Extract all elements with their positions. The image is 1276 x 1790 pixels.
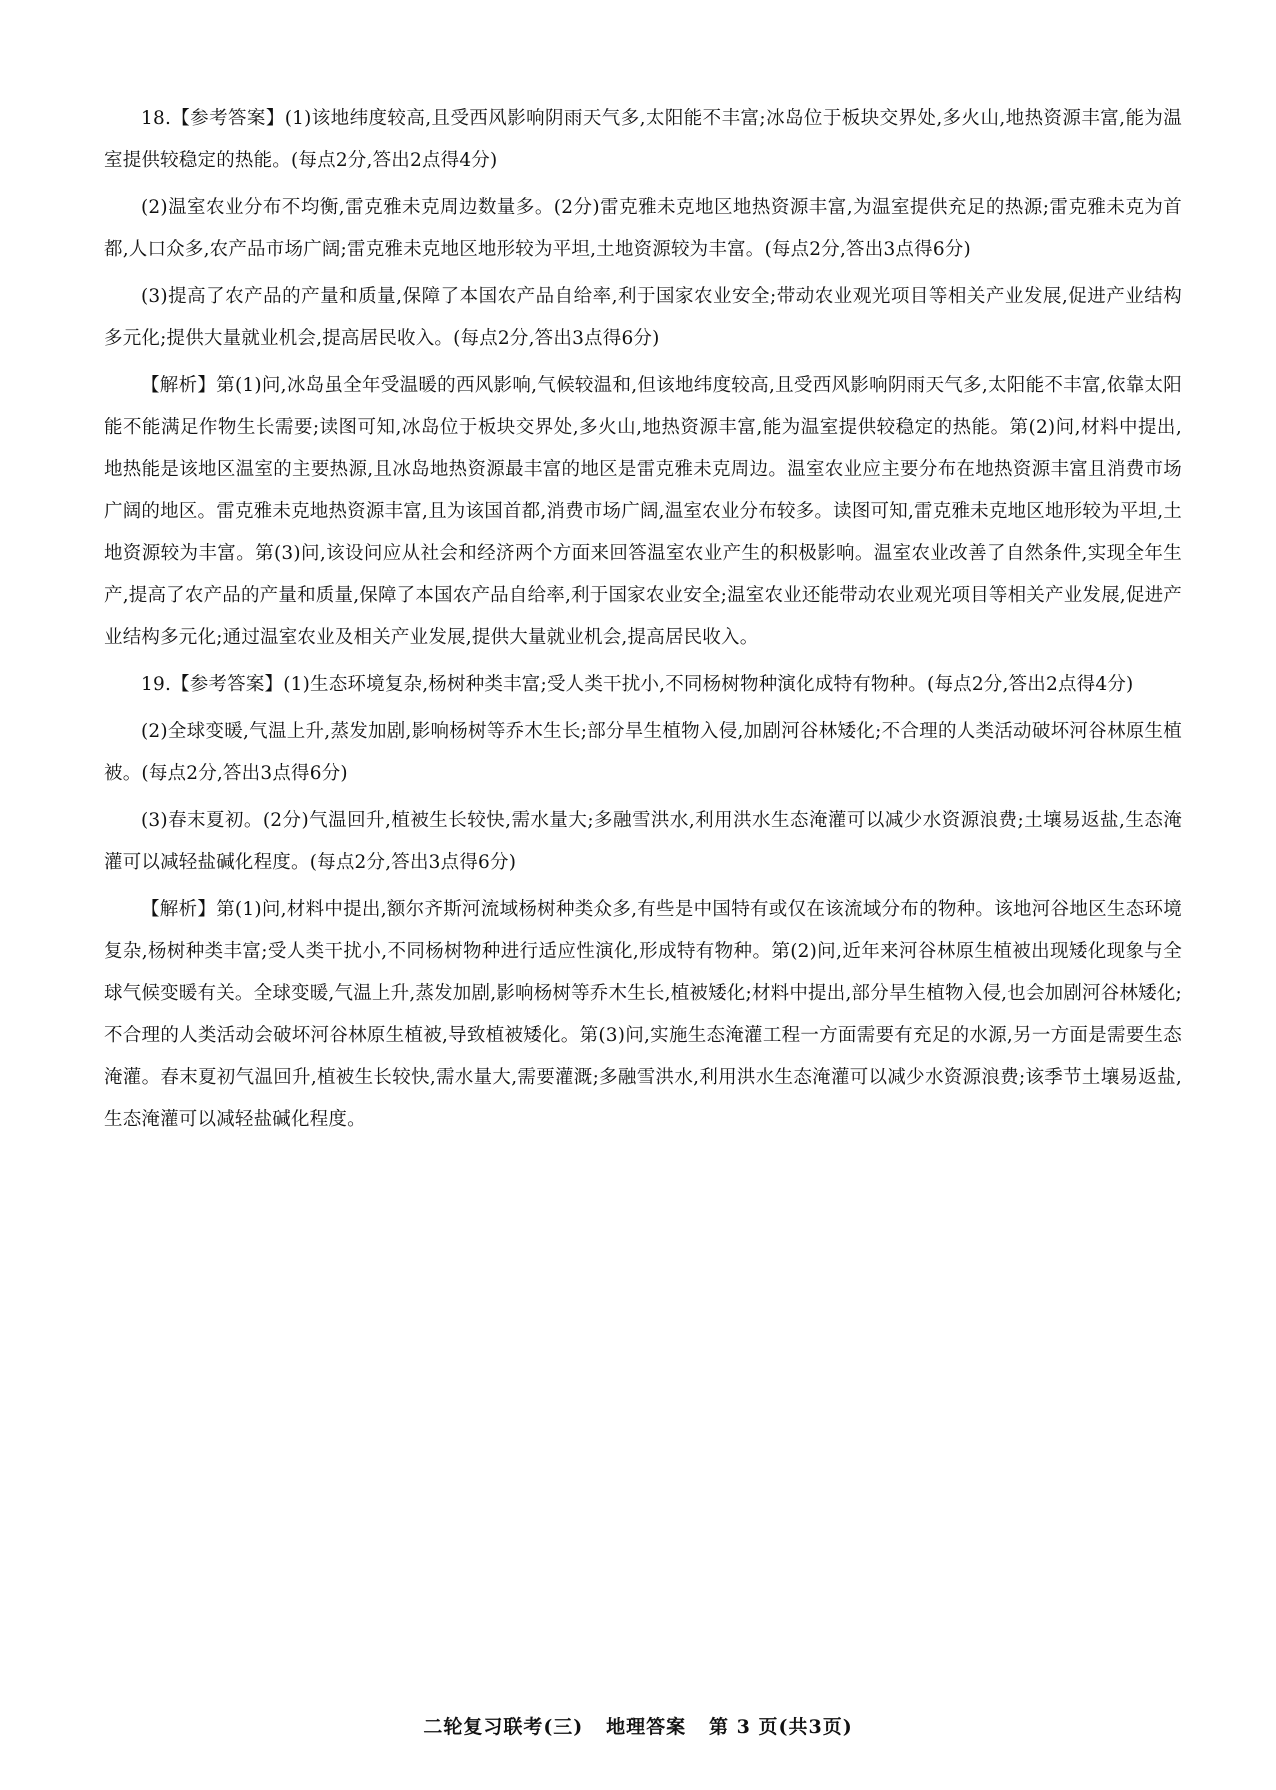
q18-answer-part2: (2)温室农业分布不均衡,雷克雅未克周边数量多。(2分)雷克雅未克地区地热资源丰富,为温室提供充足的热源;雷克雅未克为首都,人口众多,农产品市场广阔;雷克雅未克地区地形较为平坦,土地资源较为丰富。(每点2分,答出3点得6分): [104, 197, 1182, 260]
q19-answer-part3: (3)春末夏初。(2分)气温回升,植被生长较快,需水量大;多融雪洪水,利用洪水生态淹灌可以减少水资源浪费;土壤易返盐,生态淹灌可以减轻盐碱化程度。(每点2分,答出3点得6分): [104, 810, 1182, 873]
footer-subject: 地理答案: [606, 1716, 687, 1738]
q18-answer-part3: (3)提高了农产品的产量和质量,保障了本国农产品自给率,利于国家农业安全;带动农业观光项目等相关产业发展,促进产业结构多元化;提供大量就业机会,提高居民收入。(每点2分,答出3点得6分): [104, 286, 1182, 349]
footer-exam-name: 二轮复习联考(三): [423, 1716, 584, 1738]
q19-answer-part2: (2)全球变暖,气温上升,蒸发加剧,影响杨树等乔木生长;部分旱生植物入侵,加剧河谷林矮化;不合理的人类活动破坏河谷林原生植被。(每点2分,答出3点得6分): [104, 721, 1182, 784]
q18-analysis: 【解析】第(1)问,冰岛虽全年受温暖的西风影响,气候较温和,但该地纬度较高,且受西风影响阴雨天气多,太阳能不丰富,依靠太阳能不能满足作物生长需要;读图可知,冰岛位于板块交界处,多火山,地热资源丰富,能为温室提供较稳定的热能。第(2)问,材料中提出,地热能是该地区温室的主要热源,且冰岛地热资源最丰富的地区是雷克雅未克周边。温室农业应主要分布在地热资源丰富且消费市场广阔的地区。雷克雅未克地热资源丰富,且为该国首都,消费市场广阔,温室农业分布较多。读图可知,雷克雅未克地区地形较为平坦,土地资源较为丰富。第(3)问,该设问应从社会和经济两个方面来回答温室农业产生的积极影响。温室农业改善了自然条件,实现全年生产,提高了农产品的产量和质量,保障了本国农产品自给率,利于国家农业安全;温室农业还能带动农业观光项目等相关产业发展,促进产业结构多元化;通过温室农业及相关产业发展,提供大量就业机会,提高居民收入。: [104, 375, 1182, 648]
footer-page-number: 第 3 页(共3页): [709, 1716, 853, 1738]
answer-content: [104, 98, 1182, 1141]
q19-analysis: 【解析】第(1)问,材料中提出,额尔齐斯河流域杨树种类众多,有些是中国特有或仅在该流域分布的物种。该地河谷地区生态环境复杂,杨树种类丰富;受人类干扰小,不同杨树物种进行适应性演化,形成特有物种。第(2)问,近年来河谷林原生植被出现矮化现象与全球气候变暖有关。全球变暖,气温上升,蒸发加剧,影响杨树等乔木生长,植被矮化;材料中提出,部分旱生植物入侵,也会加剧河谷林矮化;不合理的人类活动会破坏河谷林原生植被,导致植被矮化。第(3)问,实施生态淹灌工程一方面需要有充足的水源,另一方面是需要生态淹灌。春末夏初气温回升,植被生长较快,需水量大,需要灌溉;多融雪洪水,利用洪水生态淹灌可以减少水资源浪费;该季节土壤易返盐,生态淹灌可以减轻盐碱化程度。: [104, 899, 1182, 1130]
q19-answer-part1: 19.【参考答案】(1)生态环境复杂,杨树种类丰富;受人类干扰小,不同杨树物种演化成特有物种。(每点2分,答出2点得4分): [141, 674, 1134, 695]
q18-answer-part1: 18.【参考答案】(1)该地纬度较高,且受西风影响阴雨天气多,太阳能不丰富;冰岛位于板块交界处,多火山,地热资源丰富,能为温室提供较稳定的热能。(每点2分,答出2点得4分): [104, 108, 1182, 171]
page-footer: [0, 1712, 1276, 1739]
